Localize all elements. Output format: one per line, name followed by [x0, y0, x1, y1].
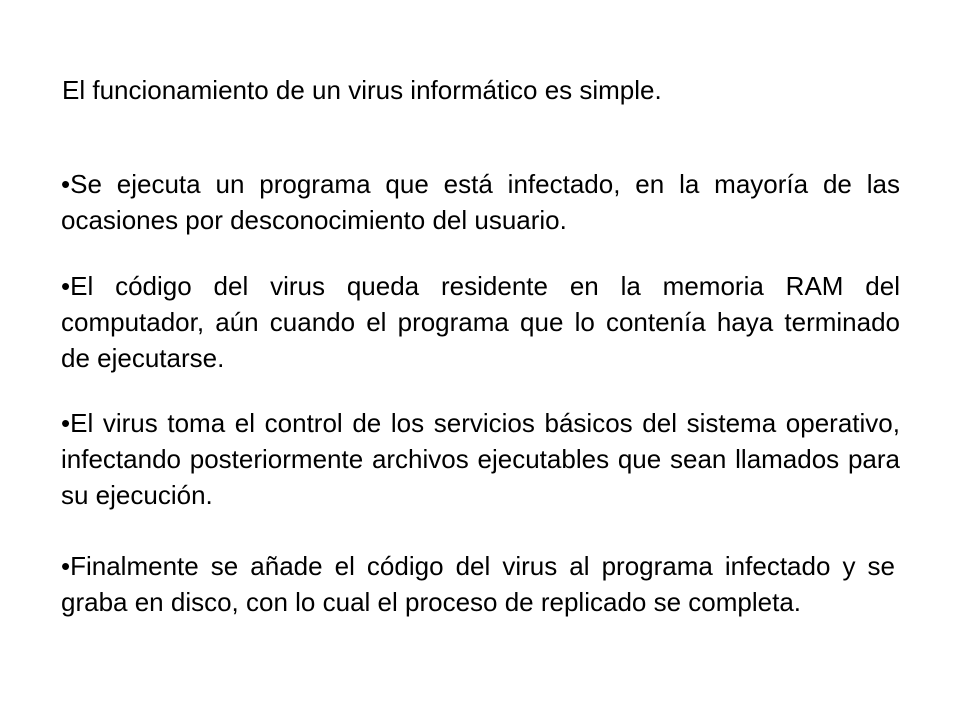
slide-title: El funcionamiento de un virus informático es simple.	[62, 75, 662, 105]
bullet-item-1: •Se ejecuta un programa que está infectado, en la mayoría de las ocasiones por desconocimiento del usuario.	[61, 169, 900, 235]
bullet-item-3: •El virus toma el control de los servicios básicos del sistema operativo, infectando posteriormente archivos ejecutables que sean llamados para su ejecución.	[61, 408, 900, 510]
bullet-item-4: •Finalmente se añade el código del virus al programa infectado y se graba en disco, con lo cual el proceso de replicado se completa.	[61, 551, 895, 617]
bullet-item-2: •El código del virus queda residente en la memoria RAM del computador, aún cuando el programa que lo contenía haya terminado de ejecutarse.	[61, 271, 900, 373]
